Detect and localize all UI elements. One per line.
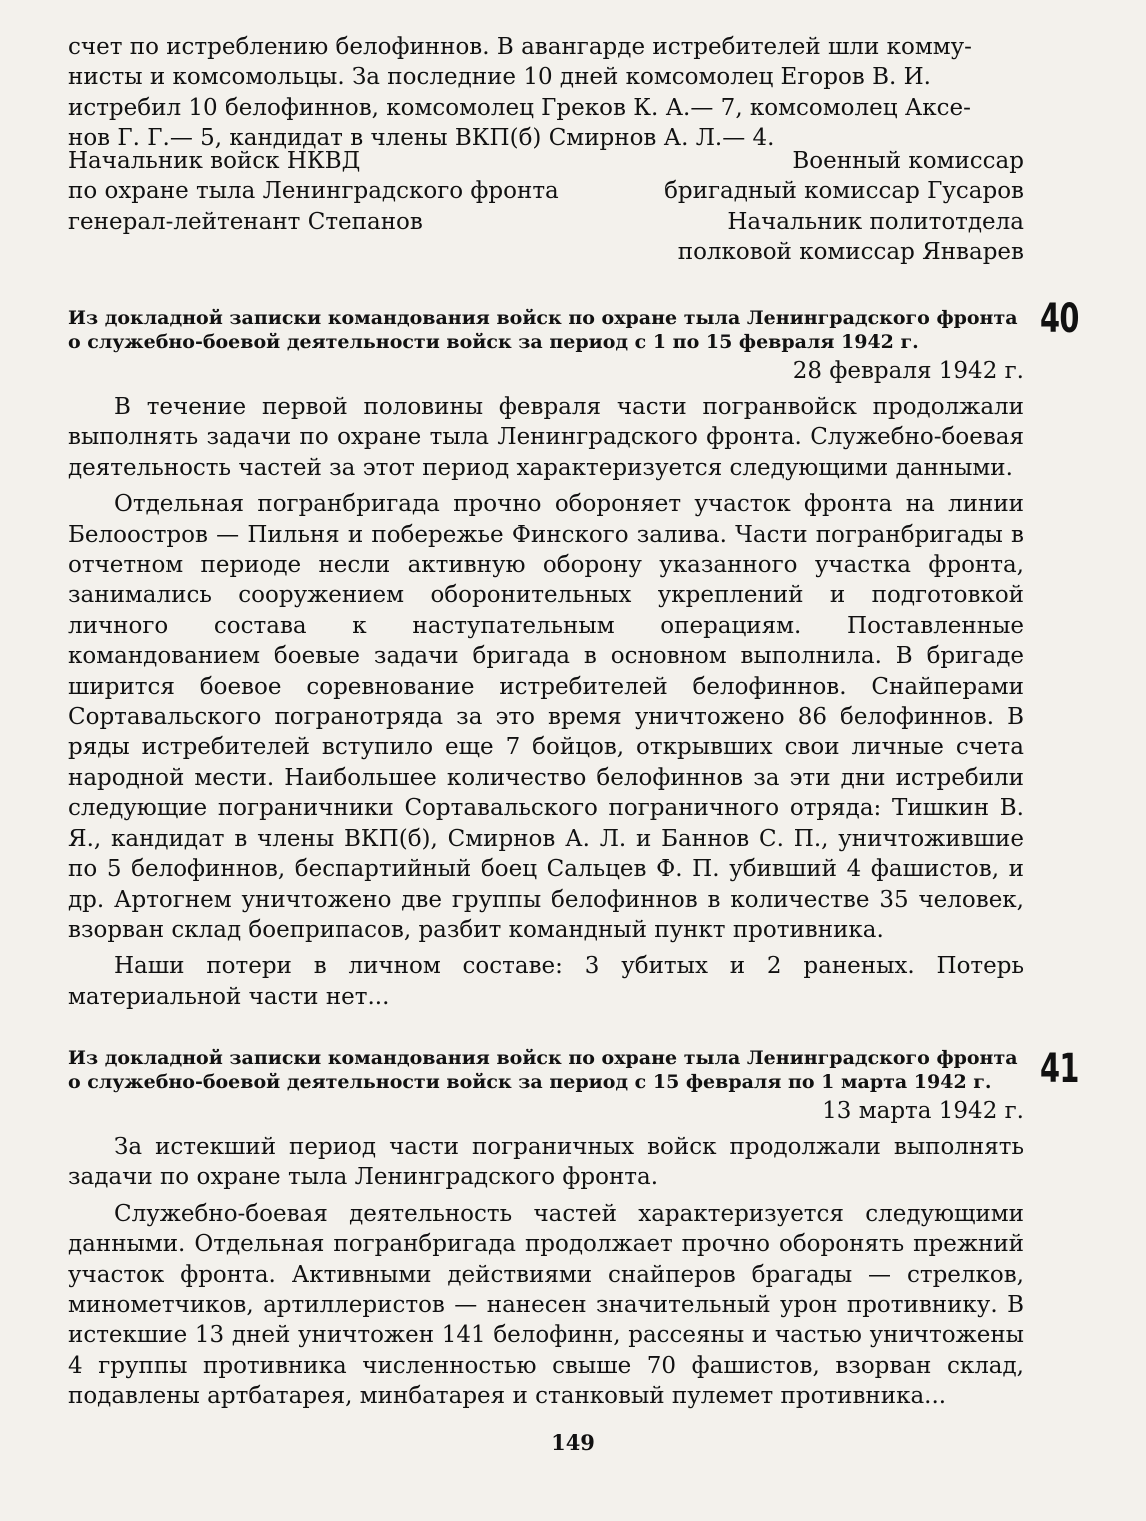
- heading-line: о служебно-боевой деятельности войск за период с 15 февраля по 1 марта 1942 г.: [68, 1071, 992, 1093]
- paragraph: Служебно-боевая деятельность частей характеризуется следующими данными. Отдельная погранбригада продолжает прочно оборонять прежний участок фронта. Активными действиями снайперов брагады — стрелков, минометчиков, артиллеристов — нанесен значительный урон противнику. В истекшие 13 дней уничтожен 141 белофинн, рассеяны и частью уничтожены 4 группы противника численностью свыше 70 фашистов, взорван склад, подавлены артбатарея, минбатарея и станковый пулемет противника...: [68, 1200, 1024, 1410]
- continued-paragraph: [68, 32, 1024, 154]
- document-date: 13 марта 1942 г.: [822, 1098, 1024, 1124]
- document-number-40: 40: [1040, 296, 1079, 342]
- signature-left-line: генерал-лейтенант Степанов: [68, 208, 423, 235]
- document-41: [68, 1046, 1024, 1412]
- signature-right-line: бригадный комиссар Гусаров: [664, 178, 1024, 205]
- document-heading: [68, 306, 1024, 354]
- signature-right-line: Начальник политотдела: [727, 208, 1024, 235]
- text-line: нисты и комсомольцы. За последние 10 дней комсомолец Егоров В. И.: [68, 64, 931, 91]
- text-line: счет по истреблению белофиннов. В авангарде истребителей шли комму-: [68, 34, 972, 60]
- heading-line: о служебно-боевой деятельности войск за период с 1 по 15 февраля 1942 г.: [68, 331, 919, 353]
- heading-line: Из докладной записки командования войск по охране тыла Ленинградского фронта: [68, 307, 1018, 329]
- paragraph: В течение первой половины февраля части погранвойск продолжали выполнять задачи по охране тыла Ленинградского фронта. Служебно-боевая деятельность частей за этот период характеризуется следующими данными.: [68, 394, 1024, 481]
- signature-left-line: по охране тыла Ленинградского фронта: [68, 178, 559, 205]
- signature-right-line: Военный комиссар: [792, 148, 1024, 174]
- signature-left-line: Начальник войск НКВД: [68, 148, 361, 174]
- signature-right-line: полковой комиссар Январев: [677, 239, 1024, 266]
- signature-block: [68, 146, 1024, 268]
- document-number-41: 41: [1040, 1046, 1079, 1092]
- page-number: 149: [551, 1430, 595, 1455]
- paragraph: Отдельная погранбригада прочно обороняет участок фронта на линии Белоостров — Пильня и побережье Финского залива. Части погранбригады в отчетном периоде несли активную оборону указанного участка фронта, занимались сооружением оборонительных укреплений и подготовкой личного состава к наступательным операциям. Поставленные командованием боевые задачи бригада в основном выполнила. В бригаде ширится боевое соревнование истребителей белофиннов. Снайперами Сортавальского погранотряда за это время уничтожено 86 белофиннов. В ряды истребителей вступило еще 7 бойцов, открывших свои личные счета народной мести. Наибольшее количество белофиннов за эти дни истребили следующие пограничники Сортавальского пограничного отряда: Тишкин В. Я., кандидат в члены ВКП(б), Смирнов А. Л. и Баннов С. П., уничтожившие по 5 белофиннов, беспартийный боец Сальцев Ф. П. убивший 4 фашистов, и др. Артогнем уничтожено две группы белофиннов в количестве 35 человек, взорван склад боеприпасов, разбит командный пункт противника.: [68, 491, 1024, 943]
- document-heading: [68, 1046, 1024, 1094]
- text-line: истребил 10 белофиннов, комсомолец Греков К. А.— 7, комсомолец Аксе-: [68, 94, 971, 121]
- paragraph: Наши потери в личном составе: 3 убитых и 2 раненых. Потерь материальной части нет...: [68, 953, 1024, 1010]
- paragraph: За истекший период части пограничных войск продолжали выполнять задачи по охране тыла Ленинградского фронта.: [68, 1134, 1024, 1191]
- document-40: [68, 306, 1024, 1012]
- text-line: нов Г. Г.— 5, кандидат в члены ВКП(б) Смирнов А. Л.— 4.: [68, 125, 775, 152]
- heading-line: Из докладной записки командования войск по охране тыла Ленинградского фронта: [68, 1047, 1018, 1069]
- document-date: 28 февраля 1942 г.: [792, 358, 1024, 384]
